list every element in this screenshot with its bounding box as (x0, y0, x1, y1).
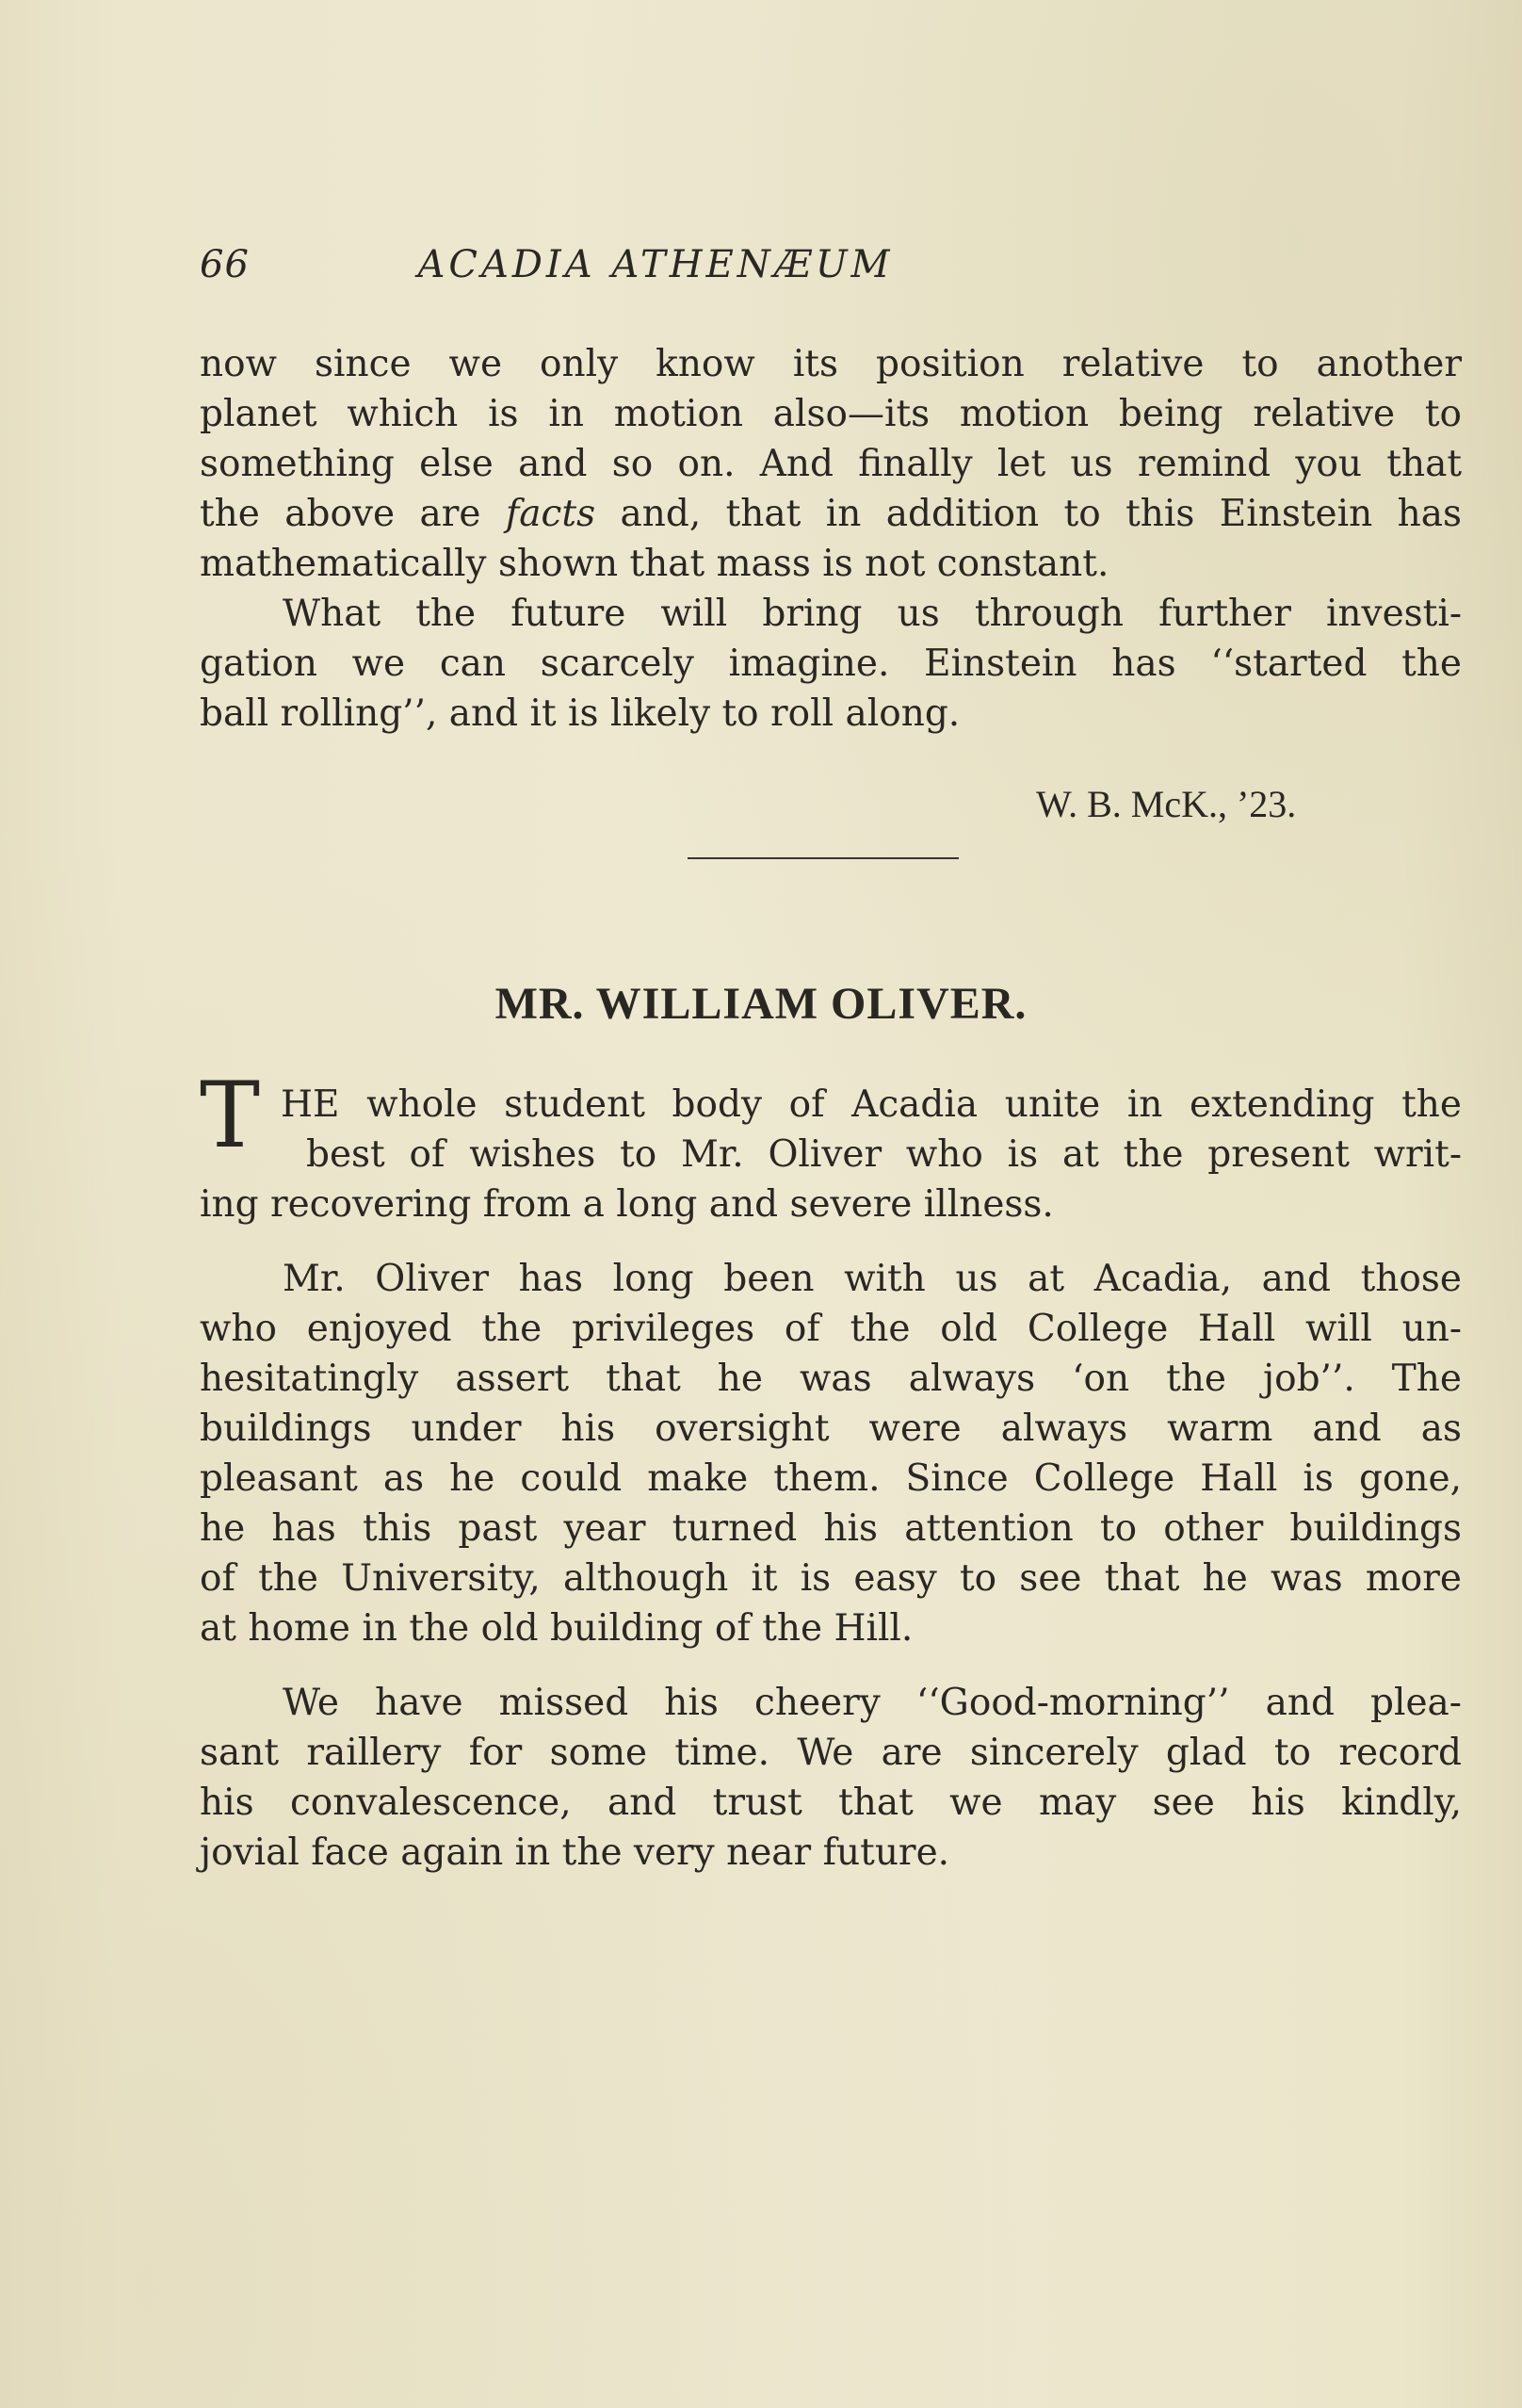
body-line: Mr. Oliver has long been with us at Acadia, and those (283, 1258, 1462, 1300)
body-line: ing recovering from a long and severe illness. (200, 1183, 1054, 1226)
section-divider (688, 857, 959, 859)
author-signature: W. B. McK., ’23. (1036, 783, 1297, 825)
body-line: sant raillery for some time. We are sincerely glad to record (200, 1732, 1462, 1774)
body-line: We have missed his cheery ‘‘Good-morning’’ and plea- (283, 1682, 1462, 1724)
body-text: the above are (200, 493, 481, 535)
article-heading: MR. WILLIAM OLIVER. (494, 979, 1028, 1029)
body-line: jovial face again in the very near future. (200, 1831, 950, 1874)
body-line: he has this past year turned his attention to other buildings (200, 1507, 1462, 1550)
page-number: 66 (200, 243, 250, 286)
body-line: HE whole student body of Acadia unite in extending the (281, 1083, 1462, 1126)
body-text: and, that in addition to this Einstein has (620, 493, 1462, 535)
body-line: planet which is in motion also—its motion being relative to (200, 393, 1462, 435)
journal-title: ACADIA ATHENÆUM (417, 243, 894, 286)
body-line: mathematically shown that mass is not constant. (200, 543, 1109, 585)
body-line: hesitatingly assert that he was always ‘on the job’’. The (200, 1358, 1462, 1400)
drop-cap: T (200, 1063, 261, 1168)
emphasis-text: facts (505, 493, 596, 535)
body-line: something else and so on. And finally let us remind you that (200, 443, 1462, 485)
body-line: who enjoyed the privileges of the old College Hall will un- (200, 1308, 1462, 1350)
body-line: his convalescence, and trust that we may see his kindly, (200, 1782, 1462, 1824)
body-line: buildings under his oversight were always warm and as (200, 1407, 1462, 1450)
body-line: at home in the old building of the Hill. (200, 1607, 914, 1650)
running-header (200, 243, 1111, 290)
body-line: ball rolling’’, and it is likely to roll along. (200, 692, 961, 735)
body-line: now since we only know its position relative to another (200, 343, 1462, 385)
body-line: best of wishes to Mr. Oliver who is at the present writ- (306, 1133, 1462, 1176)
body-line: What the future will bring us through further investi- (283, 593, 1462, 635)
body-line: pleasant as he could make them. Since College Hall is gone, (200, 1457, 1462, 1500)
body-line (200, 489, 1462, 539)
body-line: of the University, although it is easy to see that he was more (200, 1557, 1462, 1600)
body-line: gation we can scarcely imagine. Einstein has ‘‘started the (200, 643, 1462, 685)
